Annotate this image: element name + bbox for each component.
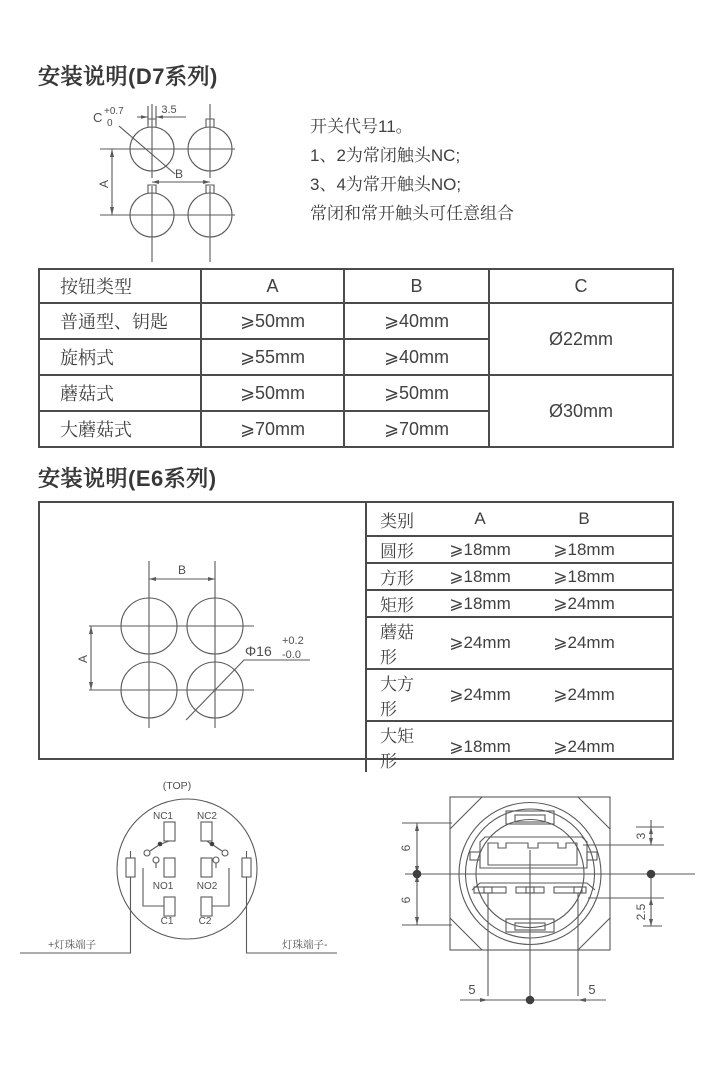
cell-a: ⩾18mm: [428, 721, 532, 772]
table-row: [366, 536, 673, 563]
cell-a: ⩾50mm: [201, 303, 344, 339]
dim-bottom-right: 5: [588, 982, 596, 997]
terminal-pads: [126, 822, 251, 916]
e6-dim-a-label: A: [76, 654, 90, 664]
dim-bottom-left: 5: [468, 982, 476, 997]
terminal-circuit-diagram: [15, 772, 355, 967]
top-view-label: (TOP): [162, 780, 192, 792]
table-row: [366, 721, 673, 772]
d7-dim-c-tol-bottom: 0: [107, 118, 113, 129]
cell-a: ⩾18mm: [428, 536, 532, 563]
cell-b: ⩾18mm: [532, 536, 636, 563]
d7-col-a: A: [201, 269, 344, 303]
cell-b: ⩾70mm: [344, 411, 489, 447]
dim-right-bottom: 2.5: [634, 903, 648, 921]
d7-mounting-drawing: [55, 98, 305, 268]
table-row: [366, 563, 673, 590]
dim-left-top: 6: [399, 844, 413, 852]
cell-type: 蘑菇形: [366, 617, 428, 669]
cell-type: 普通型、钥匙: [39, 303, 201, 339]
table-row: [366, 617, 673, 669]
cell-type: 圆形: [366, 536, 428, 563]
e6-dim-b-label: B: [177, 563, 187, 577]
cell-type: 大蘑菇式: [39, 411, 201, 447]
d7-dim-a-label: A: [97, 179, 111, 189]
cell-c: Ø22mm: [489, 303, 673, 375]
cell-c: Ø30mm: [489, 375, 673, 447]
e6-dia-tol-top: +0.2: [282, 635, 304, 647]
e6-dia-label: Φ16: [245, 643, 272, 659]
d7-col-type: 按钮类型: [39, 269, 201, 303]
e6-dimension-table: [365, 503, 673, 772]
table-row: [366, 669, 673, 721]
e6-hole-pattern: [89, 561, 310, 728]
cell-b: ⩾24mm: [532, 721, 636, 772]
cell-a: ⩾50mm: [201, 375, 344, 411]
e6-mounting-drawing: [42, 505, 362, 755]
e6-panel: [38, 501, 674, 771]
cell-b: ⩾50mm: [344, 375, 489, 411]
dim-left-bottom: 6: [399, 896, 413, 904]
d7-dim-notch: 3.5: [161, 104, 177, 116]
cell-b: ⩾24mm: [532, 617, 636, 669]
d7-dim-c-label: C: [93, 110, 103, 125]
cell-a: ⩾24mm: [428, 617, 532, 669]
cell-a: ⩾18mm: [428, 590, 532, 617]
table-row: [39, 375, 673, 411]
d7-note-line: 开关代号11。: [310, 117, 413, 136]
d7-hole-pattern: [100, 104, 235, 262]
cell-b: ⩾40mm: [344, 303, 489, 339]
lamp-negative-label: 灯珠端子-: [282, 939, 328, 951]
table-header-row: [366, 503, 673, 536]
d7-note-line: 3、4为常开触头NO;: [310, 175, 462, 194]
cell-a: ⩾24mm: [428, 669, 532, 721]
terminal-label-no2: NO2: [196, 881, 218, 892]
terminal-label-no1: NO1: [152, 881, 174, 892]
e6-col-a: A: [474, 509, 486, 528]
d7-notes: [310, 112, 514, 228]
table-row: [39, 303, 673, 339]
cell-b: ⩾24mm: [532, 590, 636, 617]
lamp-positive-label: +灯珠端子: [48, 939, 97, 951]
d7-col-b: B: [344, 269, 489, 303]
e6-dia-tol-bottom: -0.0: [282, 649, 301, 661]
d7-col-c: C: [489, 269, 673, 303]
cell-type: 方形: [366, 563, 428, 590]
cell-b: ⩾24mm: [532, 669, 636, 721]
d7-note-line: 1、2为常闭触头NC;: [310, 146, 461, 165]
cell-b: ⩾18mm: [532, 563, 636, 590]
e6-col-b: B: [578, 509, 590, 528]
cell-a: ⩾55mm: [201, 339, 344, 375]
lamp-wires: [20, 851, 337, 953]
spacer-cell: [636, 503, 673, 536]
cell-a: ⩾70mm: [201, 411, 344, 447]
cell-b: ⩾40mm: [344, 339, 489, 375]
d7-note-line: 常闭和常开触头可任意组合: [310, 204, 514, 223]
e6-section-title: 安装说明(E6系列): [38, 466, 217, 491]
terminal-label-nc2: NC2: [196, 811, 218, 822]
cell-type: 大矩形: [366, 721, 428, 772]
d7-dimension-table: [38, 268, 674, 448]
cell-type: 蘑菇式: [39, 375, 201, 411]
dim-right-top: 3: [634, 832, 648, 840]
table-header-row: [39, 269, 673, 303]
flange-rear-view-drawing: [400, 780, 700, 1015]
terminal-label-c2: C2: [198, 916, 212, 927]
terminal-label-c1: C1: [160, 916, 174, 927]
cell-type: 大方形: [366, 669, 428, 721]
cell-type: 矩形: [366, 590, 428, 617]
d7-dim-c-tol-top: +0.7: [104, 106, 124, 117]
switch-contacts: [143, 841, 229, 906]
cell-a: ⩾18mm: [428, 563, 532, 590]
cell-type: 旋柄式: [39, 339, 201, 375]
d7-section-title: 安装说明(D7系列): [38, 64, 218, 89]
e6-col-type: 类别: [380, 511, 414, 531]
table-row: [366, 590, 673, 617]
d7-dim-b-label: B: [174, 167, 184, 181]
terminal-label-nc1: NC1: [152, 811, 174, 822]
